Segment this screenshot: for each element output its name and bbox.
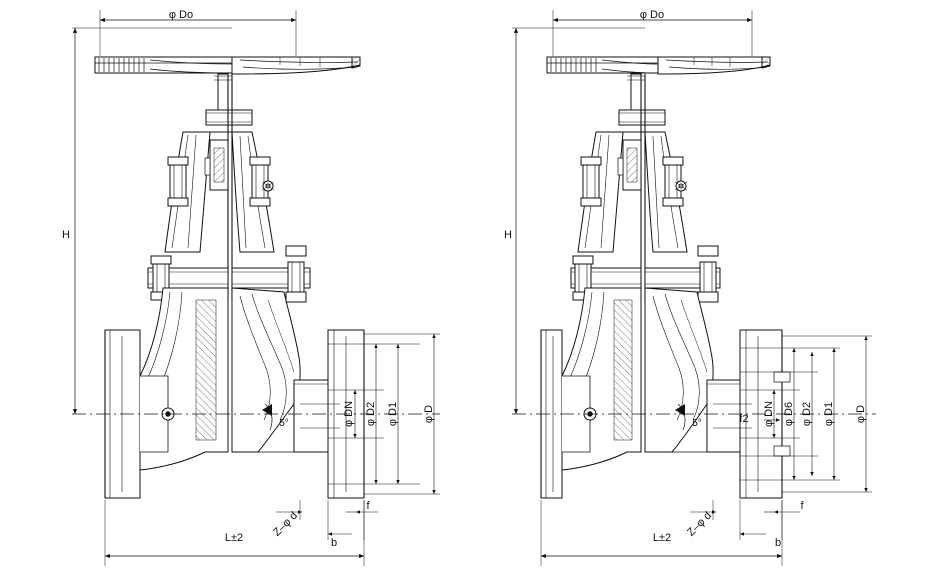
label-l-left: L±2 xyxy=(224,532,244,544)
label-b-left: b xyxy=(330,537,338,549)
dimension-do-left xyxy=(100,10,296,56)
label-f2-right: f2 xyxy=(739,413,749,425)
label-f-left: f xyxy=(366,500,370,512)
label-l-right: L±2 xyxy=(652,532,672,544)
label-d1-left: φ D1 xyxy=(387,401,399,427)
label-dn-left: φ DN xyxy=(343,400,355,428)
label-zd-right: Z–φ d xyxy=(685,509,715,539)
label-zd-left: Z–φ d xyxy=(271,509,301,539)
label-d-right: φ D xyxy=(855,404,867,424)
handwheel-left xyxy=(95,57,360,74)
label-b-right: b xyxy=(774,537,782,549)
label-dn-right: φ DN xyxy=(763,400,775,428)
label-d-left: φ D xyxy=(423,404,435,424)
label-do-right: φ Do xyxy=(639,9,665,21)
label-h-right: H xyxy=(504,229,512,241)
handwheel-right xyxy=(547,57,770,74)
label-d1-right: φ D1 xyxy=(823,401,835,427)
label-d6-right: φ D6 xyxy=(783,401,795,427)
label-d2-right: φ D2 xyxy=(801,401,813,427)
label-do-left: φ Do xyxy=(168,9,194,21)
label-taper-left: 5° xyxy=(279,418,289,429)
right-valve-view xyxy=(512,10,876,566)
label-taper-right: 5° xyxy=(692,418,702,429)
label-f-right: f xyxy=(800,500,804,512)
label-d2-left: φ D2 xyxy=(365,401,377,427)
left-valve-view xyxy=(72,10,440,566)
label-h-left: H xyxy=(62,229,70,241)
